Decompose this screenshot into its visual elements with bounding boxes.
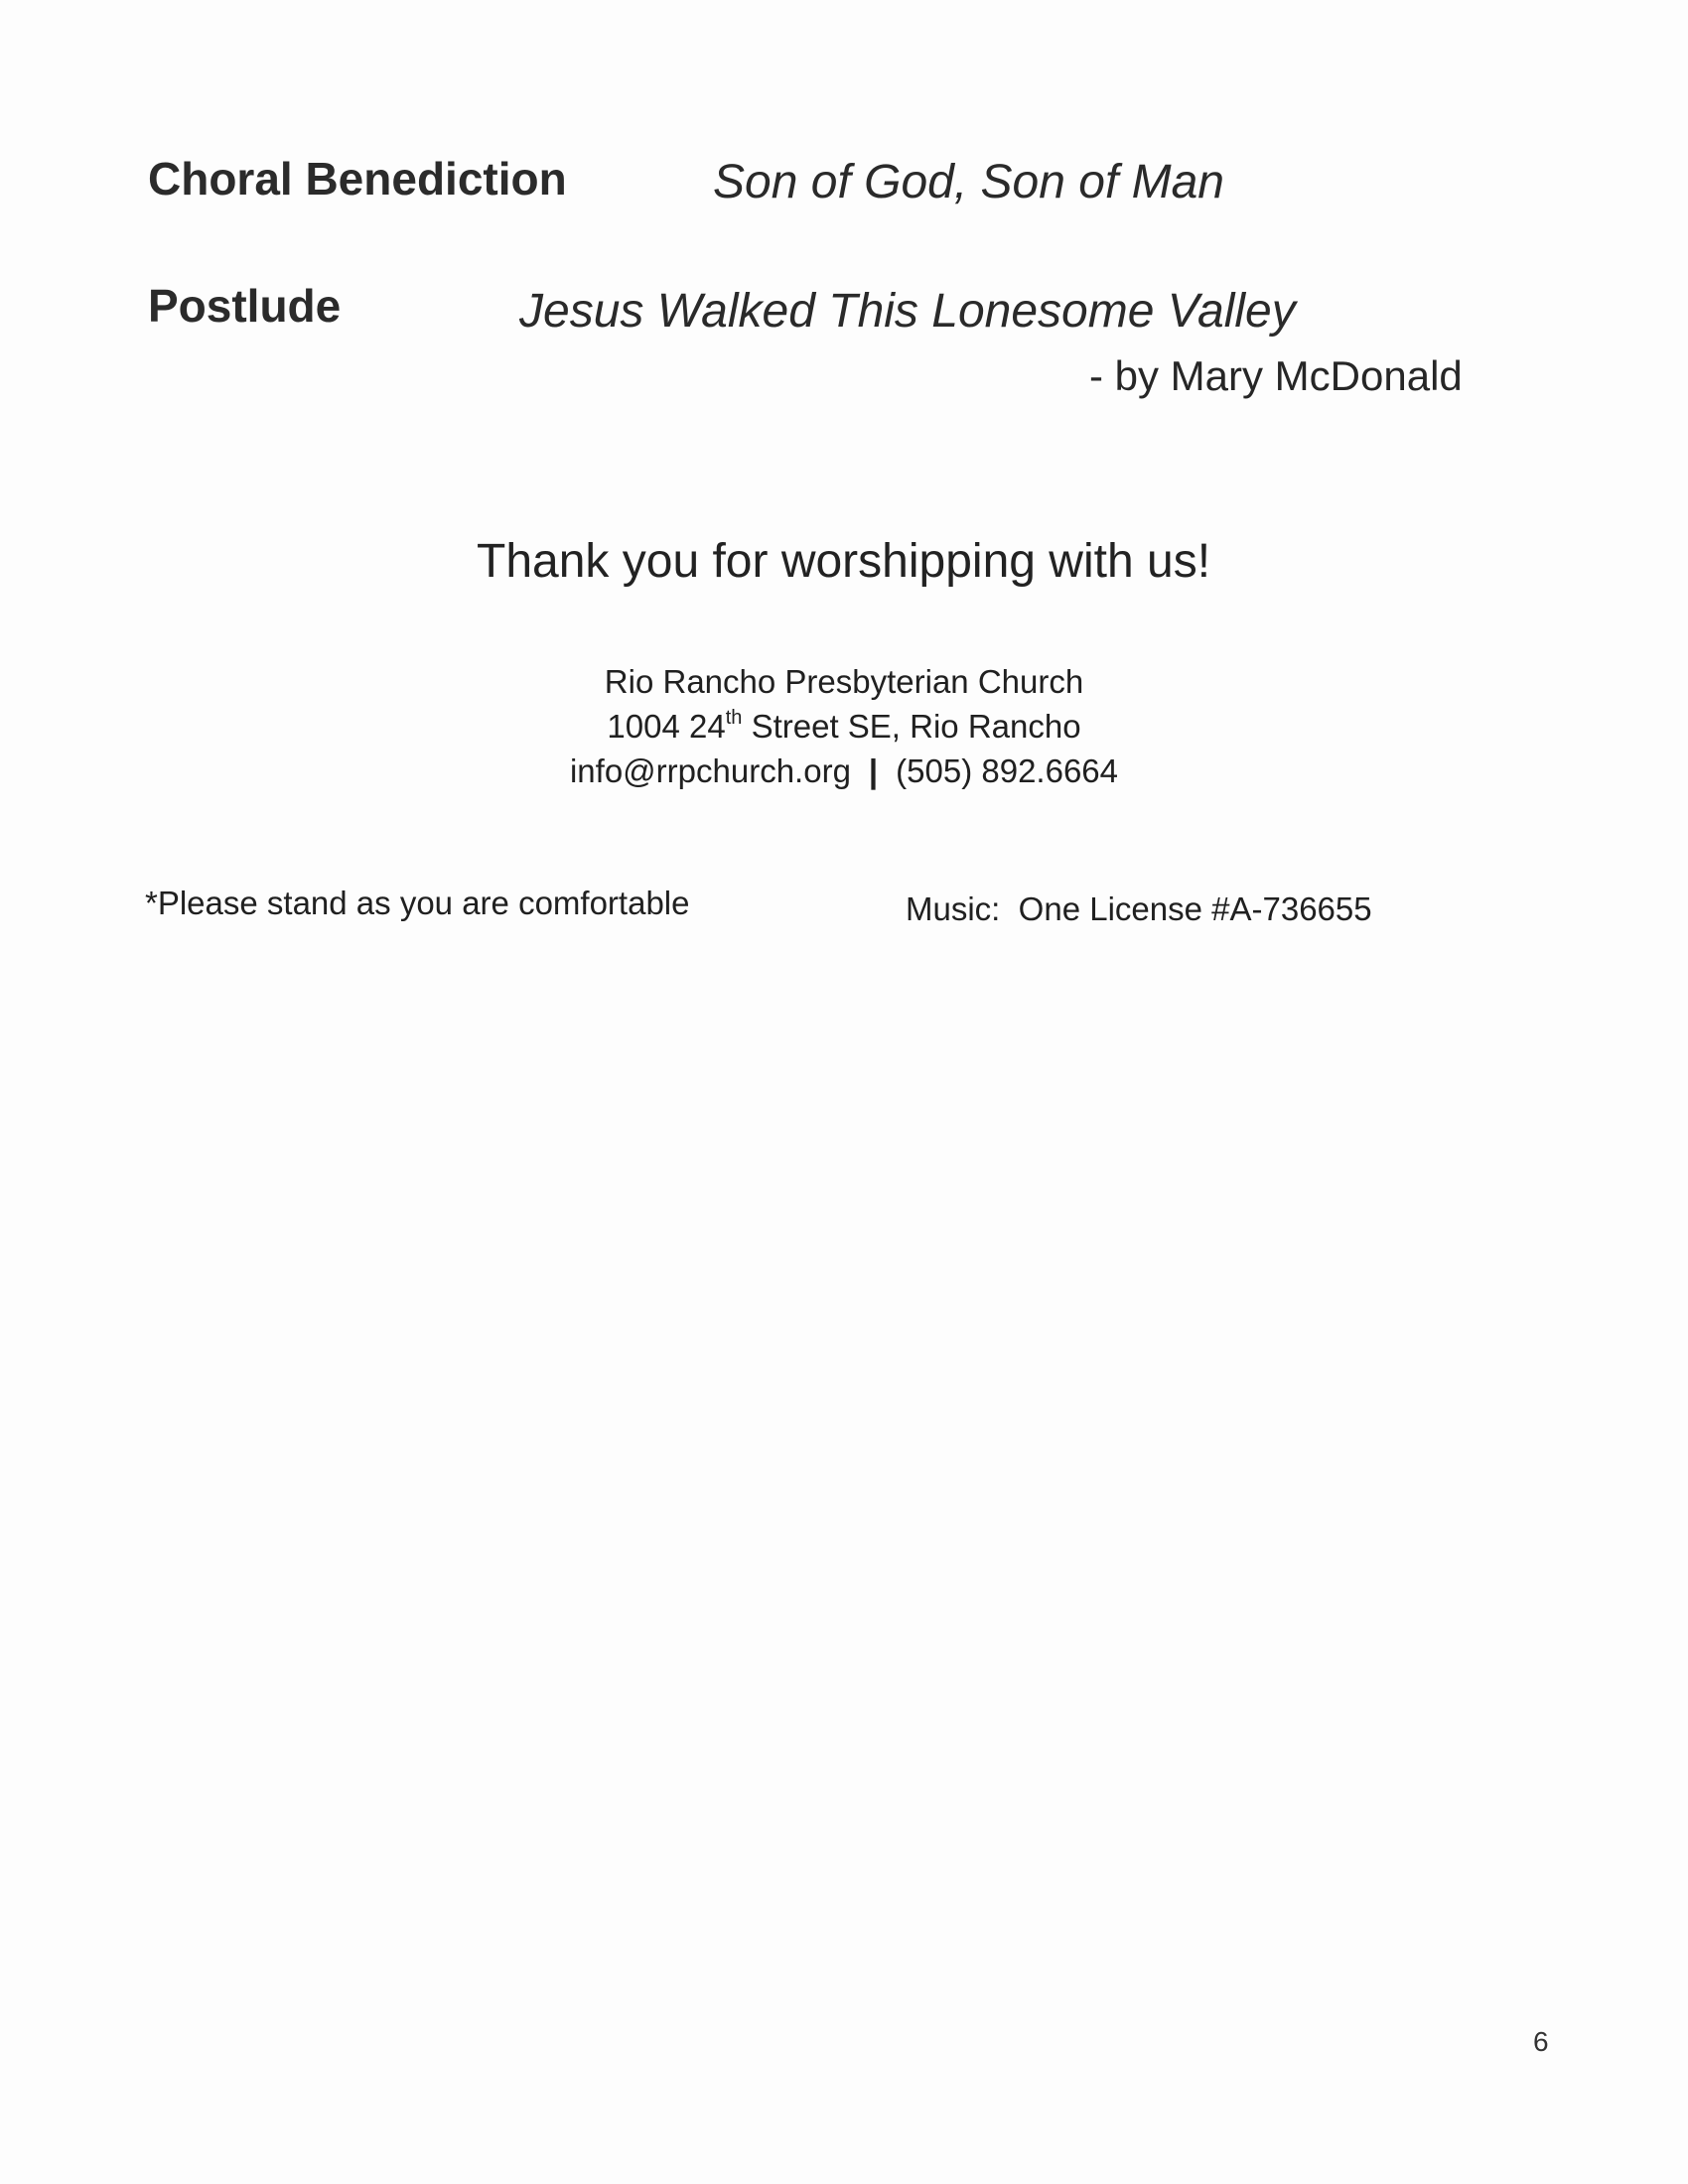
music-license: Music: One License #A-736655 (906, 890, 1372, 927)
postlude-title: Jesus Walked This Lonesome Valley (519, 285, 1296, 338)
stand-note: *Please stand as you are comfortable (145, 885, 690, 921)
thank-you-message: Thank you for worshipping with us! (477, 535, 1211, 588)
church-phone: (505) 892.6664 (896, 752, 1119, 789)
church-name: Rio Rancho Presbyterian Church (604, 663, 1084, 700)
church-address (0, 707, 1688, 745)
page-number: 6 (1533, 2026, 1549, 2057)
church-email: info@rrpchurch.org (569, 752, 851, 789)
postlude-composer: - by Mary McDonald (1089, 352, 1463, 399)
contact-separator: | (868, 752, 879, 789)
address-superscript: th (725, 707, 743, 729)
choral-benediction-heading: Choral Benediction (148, 153, 567, 205)
choral-benediction-title: Son of God, Son of Man (713, 156, 1224, 208)
address-rest: Street SE, Rio Rancho (742, 708, 1081, 745)
postlude-heading: Postlude (148, 280, 342, 332)
address-number: 1004 24 (607, 708, 726, 745)
church-contact (0, 754, 1688, 787)
